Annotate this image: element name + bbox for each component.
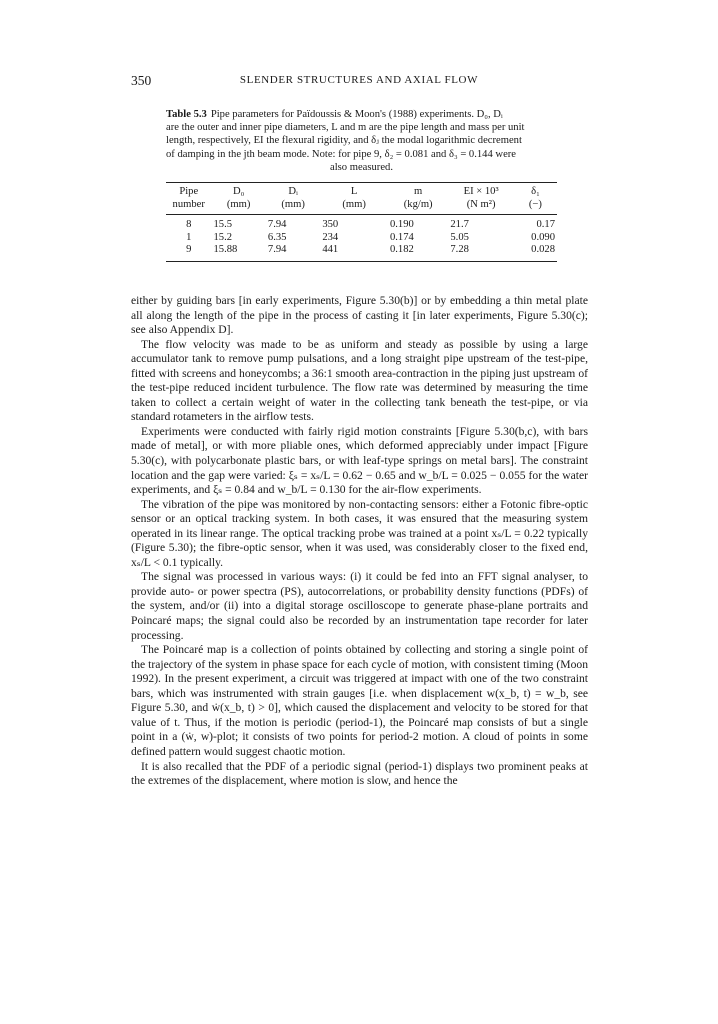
unit-pipe-number: number (166, 199, 211, 215)
caption-line: are the outer and inner pipe diameters, L and m are the pipe length and mass per unit (166, 122, 525, 134)
table-cell: 7.94 (267, 219, 287, 231)
table-caption (166, 108, 557, 174)
caption-line: of damping in the jth beam mode. Note: for pipe 9, δ₂ = 0.081 and δ₃ = 0.144 were (166, 148, 517, 160)
paragraph: The signal was processed in various ways: (i) it could be fed into an FFT signal analyser, to provide auto- or power spectra (PS), autocorrelations, or probability density functions (PDFs) of the system, and/or (ii) into a digital storage oscilloscope to generate phase-plane portraits and Poincaré maps; the signal could also be recorded by an instrumentation tape recorder for later processing. (131, 570, 588, 642)
table-cell: 7.94 (266, 244, 320, 261)
header-outer-diameter: D₀ (211, 183, 265, 199)
table-cell: 441 (320, 244, 388, 261)
unit-outer-diameter: (mm) (211, 199, 265, 215)
table-cell: 8 (186, 219, 192, 231)
table-row (166, 232, 557, 245)
table-header-row (166, 183, 557, 199)
table-cell: 6.35 (267, 231, 287, 243)
caption-text: Pipe parameters for Païdoussis & Moon's (1988) experiments. D₀, Dᵢ (210, 109, 503, 120)
table-cell: 9 (166, 244, 211, 261)
table-cell: 21.7 (450, 219, 469, 231)
unit-flexural-rigidity: (N m²) (448, 199, 513, 215)
table-cell: 234 (322, 231, 339, 243)
header-log-decrement: δ₁ (514, 183, 557, 199)
table-cell: 15.88 (211, 244, 265, 261)
header-pipe-number: Pipe (166, 183, 211, 199)
table-units-row (166, 199, 557, 215)
table-row (166, 244, 557, 261)
table-cell: 0.174 (389, 231, 414, 243)
paragraph: The Poincaré map is a collection of points obtained by collecting and storing a single point of the trajectory of the system in phase space for each cycle of motion, with consistent timing (Moon 1992). In the present experiment, a circuit was triggered at impact with one of the two constraint bars, which was instrumented with strain gauges [i.e. when displacement w(x_b, t) = w_b, see Figure 5.30, and ẇ(x_b, t) > 0], which caused the displacement and velocity to be stored for that value of t. Thus, if the motion is periodic (period-1), the Poincaré map consists of but a single point in a (ẇ, w)-plot; it consists of two points for period-2 motion. A cloud of points in some defined pattern would suggest chaotic motion. (131, 643, 588, 758)
unit-length: (mm) (320, 199, 388, 215)
pipe-parameters-table (166, 182, 557, 262)
table-cell: 0.090 (531, 231, 555, 243)
header-length: L (320, 183, 388, 199)
page-header (0, 73, 718, 91)
unit-log-decrement: (−) (514, 199, 557, 215)
table-cell: 0.182 (388, 244, 448, 261)
table-row (166, 215, 557, 232)
paragraph: either by guiding bars [in early experiments, Figure 5.30(b)] or by embedding a thin metal plate all along the length of the pipe in the process of casting it [in later experiments, Figure 5.30(c); see also Appendix D]. (131, 294, 588, 337)
page-number: 350 (131, 73, 152, 88)
header-inner-diameter: Dᵢ (266, 183, 320, 199)
table-cell: 5.05 (450, 231, 469, 243)
table-cell: 0.028 (514, 244, 557, 261)
body-text (131, 294, 588, 789)
unit-inner-diameter: (mm) (266, 199, 320, 215)
header-flexural-rigidity: EI × 10³ (448, 183, 513, 199)
caption-line: length, respectively, EI the flexural rigidity, and δⱼ the modal logarithmic decrement (166, 135, 522, 147)
caption-line: also measured. (330, 161, 393, 173)
table-cell: 0.17 (536, 219, 555, 231)
table-cell: 0.190 (389, 219, 414, 231)
table-cell: 15.5 (213, 219, 233, 231)
table-cell: 350 (322, 219, 339, 231)
paragraph: The vibration of the pipe was monitored by non-contacting sensors: either a Fotonic fibre-optic sensor or an optical tracking system. In both cases, it was ensured that the measuring system operated in its linear range. The optical tracking probe was trained at a point xₛ/L = 0.22 typically (Figure 5.30); the fibre-optic sensor, when it was used, was considerably closer to the fixed end, xₛ/L < 0.1 typically. (131, 497, 588, 569)
running-head: SLENDER STRUCTURES AND AXIAL FLOW (239, 74, 479, 86)
table-label: Table 5.3 (166, 109, 207, 120)
paragraph: The flow velocity was made to be as uniform and steady as possible by using a large accumulator tank to remove pump pulsations, and a long straight pipe upstream of the test-pipe, fitted with screens and honeycombs; a 36:1 smooth area-contraction in the piping just upstream of the test-pipe reduced incident turbulence. The flow rate was determined by measuring the time taken to collect a certain weight of water in the collecting tank beneath the test-pipe, or via standard rotameters in the airflow tests. (131, 337, 588, 424)
paragraph: It is also recalled that the PDF of a periodic signal (period-1) displays two prominent peaks at the extremes of the displacement, where motion is slow, and hence the (131, 759, 588, 788)
table-cell: 7.28 (448, 244, 513, 261)
unit-mass: (kg/m) (388, 199, 448, 215)
paragraph: Experiments were conducted with fairly rigid motion constraints [Figure 5.30(b,c), with bars made of metal], or with more pliable ones, which deformed appreciably under impact [Figure 5.30(c), with polycarbonate plastic bars, or with leaf-type springs on metal bars]. The constraint location and the gap were varied: ξₛ = xₛ/L = 0.62 − 0.65 and w_b/L = 0.025 − 0.055 for the water experiments, and ξₛ = 0.84 and w_b/L = 0.130 for the air-flow experiments. (131, 424, 588, 497)
caption-line (166, 108, 557, 121)
header-mass: m (388, 183, 448, 199)
table-cell: 1 (186, 231, 192, 243)
table-cell: 15.2 (213, 231, 233, 243)
